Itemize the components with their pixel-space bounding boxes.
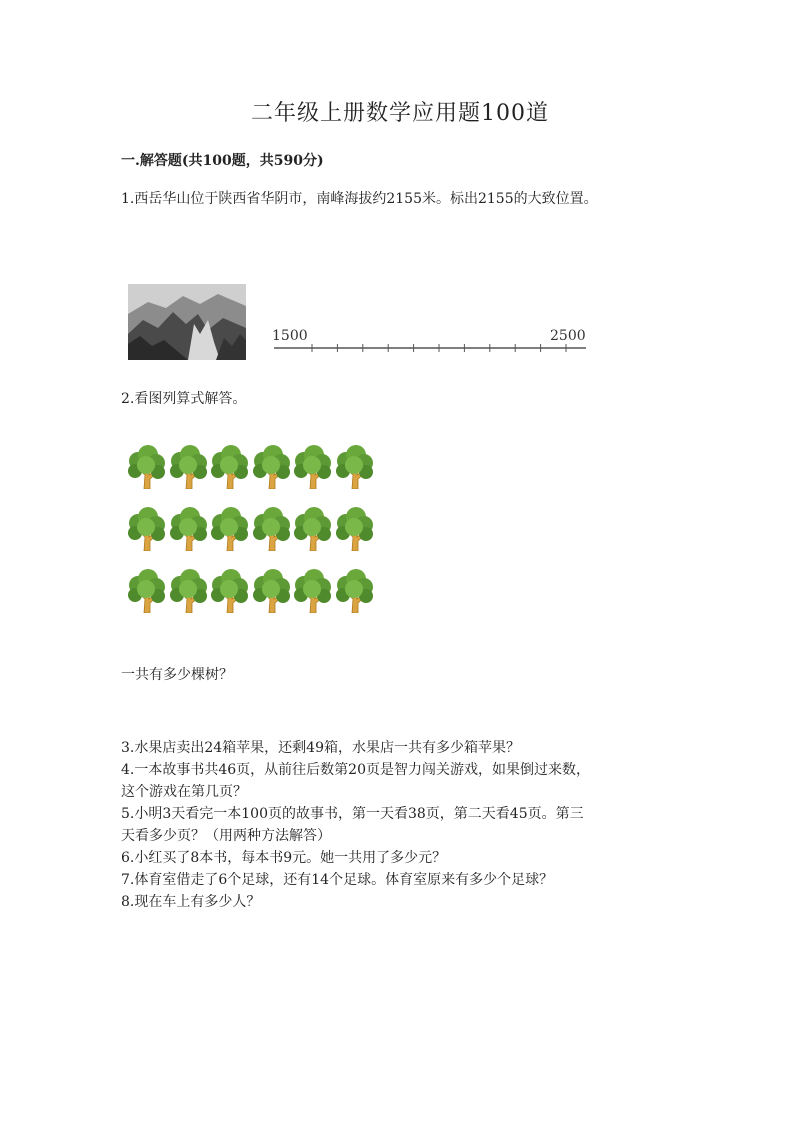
tree-icon	[209, 569, 249, 613]
question-2: 2.看图列算式解答。	[121, 391, 247, 407]
tree-grid	[126, 445, 376, 615]
tree-icon	[334, 445, 374, 489]
question-line: 4.一本故事书共46页，从前往后数第20页是智力闯关游戏，如果倒过来数，	[121, 762, 590, 778]
tree-icon	[251, 445, 291, 489]
question-line: 3.水果店卖出24箱苹果，还剩49箱，水果店一共有多少箱苹果？	[121, 740, 520, 756]
tree-icon	[126, 569, 166, 613]
tree-icon	[292, 445, 332, 489]
question-2-prompt: 一共有多少棵树？	[121, 667, 233, 683]
tree-icon	[168, 569, 208, 613]
question-line: 7.体育室借走了6个足球，还有14个足球。体育室原来有多少个足球？	[121, 872, 554, 888]
tree-icon	[209, 445, 249, 489]
section-heading: 一.解答题(共100题，共590分)	[121, 153, 324, 169]
tree-icon	[251, 507, 291, 551]
tree-icon	[292, 507, 332, 551]
tree-icon	[292, 569, 332, 613]
tree-icon	[126, 507, 166, 551]
mountain-photo	[128, 284, 246, 360]
tree-icon	[334, 569, 374, 613]
question-line: 5.小明3天看完一本100页的故事书，第一天看38页，第二天看45页。第三	[121, 806, 584, 822]
page-title: 二年级上册数学应用题100道	[251, 101, 549, 126]
tree-icon	[251, 569, 291, 613]
question-line: 这个游戏在第几页？	[121, 784, 247, 800]
tree-icon	[168, 507, 208, 551]
tree-icon	[334, 507, 374, 551]
question-1: 1.西岳华山位于陕西省华阴市，南峰海拔约2155米。标出2155的大致位置。	[121, 191, 598, 207]
tree-icon	[209, 507, 249, 551]
question-line: 天看多少页？（用两种方法解答）	[121, 828, 331, 844]
question-line: 8.现在车上有多少人？	[121, 894, 261, 910]
tree-icon	[126, 445, 166, 489]
tree-icon	[168, 445, 208, 489]
number-line-end: 2500	[550, 328, 586, 344]
number-line	[270, 322, 590, 362]
question-line: 6.小红买了8本书，每本书9元。她一共用了多少元？	[121, 850, 447, 866]
question-list	[121, 737, 681, 913]
number-line-start: 1500	[272, 328, 308, 344]
